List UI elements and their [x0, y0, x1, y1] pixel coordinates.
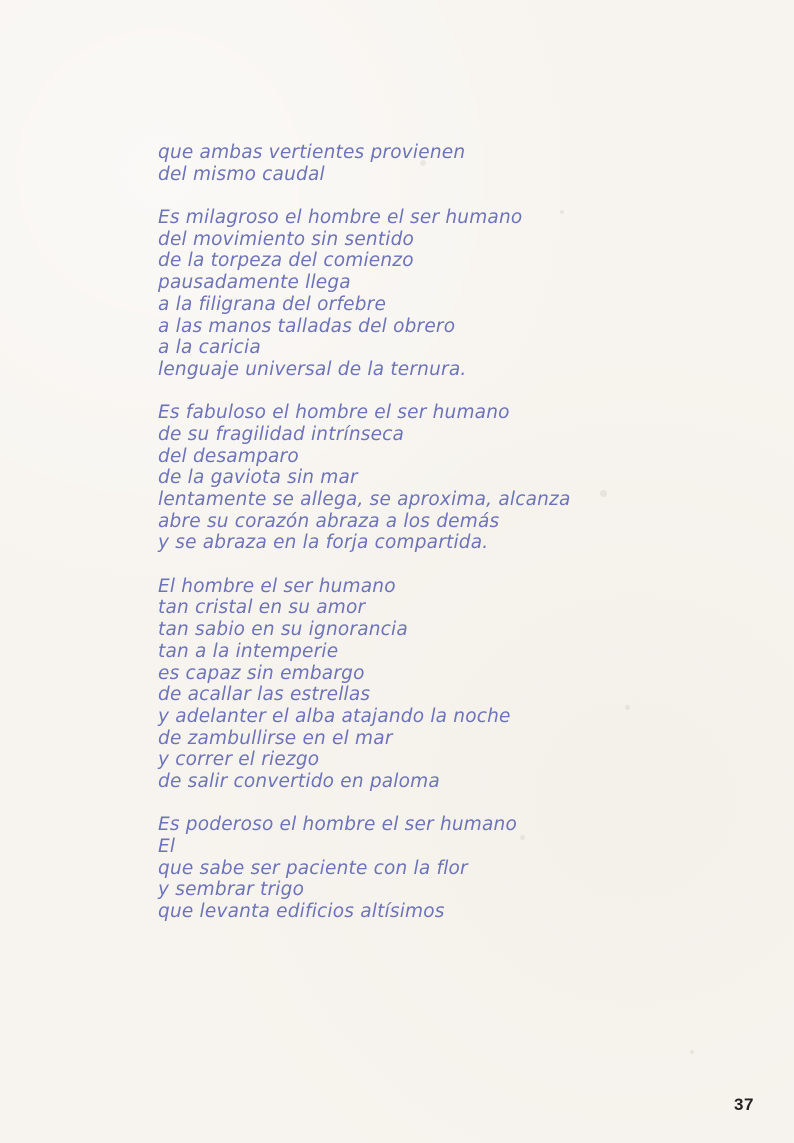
poem-line: del movimiento sin sentido: [158, 228, 415, 250]
poem-stanza-break: [158, 185, 718, 207]
poem-line: de la torpeza del comienzo: [158, 250, 414, 272]
poem-line: pausadamente llega: [158, 272, 351, 294]
poem-line: y se abraza en la forja compartida.: [158, 532, 489, 554]
poem-line: a la caricia: [158, 337, 261, 359]
poem-line: del mismo caudal: [158, 163, 325, 185]
poem-line: Es fabuloso el hombre el ser humano: [158, 402, 510, 424]
poem-text: [158, 142, 718, 923]
poem-line: y sembrar trigo: [158, 879, 305, 901]
poem-line: El: [158, 836, 176, 857]
paper-speck: [690, 1050, 694, 1054]
poem-line: de acallar las estrellas: [158, 684, 371, 706]
poem-line: que sabe ser paciente con la flor: [158, 857, 468, 879]
poem-line: a las manos talladas del obrero: [158, 315, 456, 337]
poem-line: de su fragilidad intrínseca: [158, 423, 405, 445]
poem-line: abre su corazón abraza a los demás: [158, 510, 500, 532]
poem-line: lentamente se allega, se aproxima, alcanza: [158, 489, 571, 510]
poem-line: lenguaje universal de la ternura.: [158, 358, 467, 380]
poem-stanza-break: [158, 793, 718, 815]
poem-line: y correr el riezgo: [158, 749, 320, 771]
poem-line: tan a la intemperie: [158, 640, 339, 662]
poem-line: que ambas vertientes provienen: [158, 142, 466, 163]
poem-line: Es milagroso el hombre el ser humano: [158, 207, 523, 229]
poem-line: El hombre el ser humano: [158, 575, 396, 597]
poem-line: tan sabio en su ignorancia: [158, 619, 408, 641]
poem-line: es capaz sin embargo: [158, 662, 365, 684]
poem-line: Es poderoso el hombre el ser humano: [158, 814, 517, 836]
poem-stanza-break: [158, 381, 718, 403]
poem-line: del desamparo: [158, 445, 299, 467]
poem-line: a la filigrana del orfebre: [158, 293, 387, 315]
poem-line: y adelanter el alba atajando la noche: [158, 705, 511, 727]
poem-stanza-break: [158, 554, 718, 576]
poem-line: de salir convertido en paloma: [158, 770, 440, 792]
poem-line: tan cristal en su amor: [158, 597, 366, 619]
poem-line: de la gaviota sin mar: [158, 467, 358, 489]
page-number: 37: [734, 1095, 754, 1114]
poem-line: que levanta edificios altísimos: [158, 901, 445, 923]
poem-line: de zambullirse en el mar: [158, 727, 393, 749]
